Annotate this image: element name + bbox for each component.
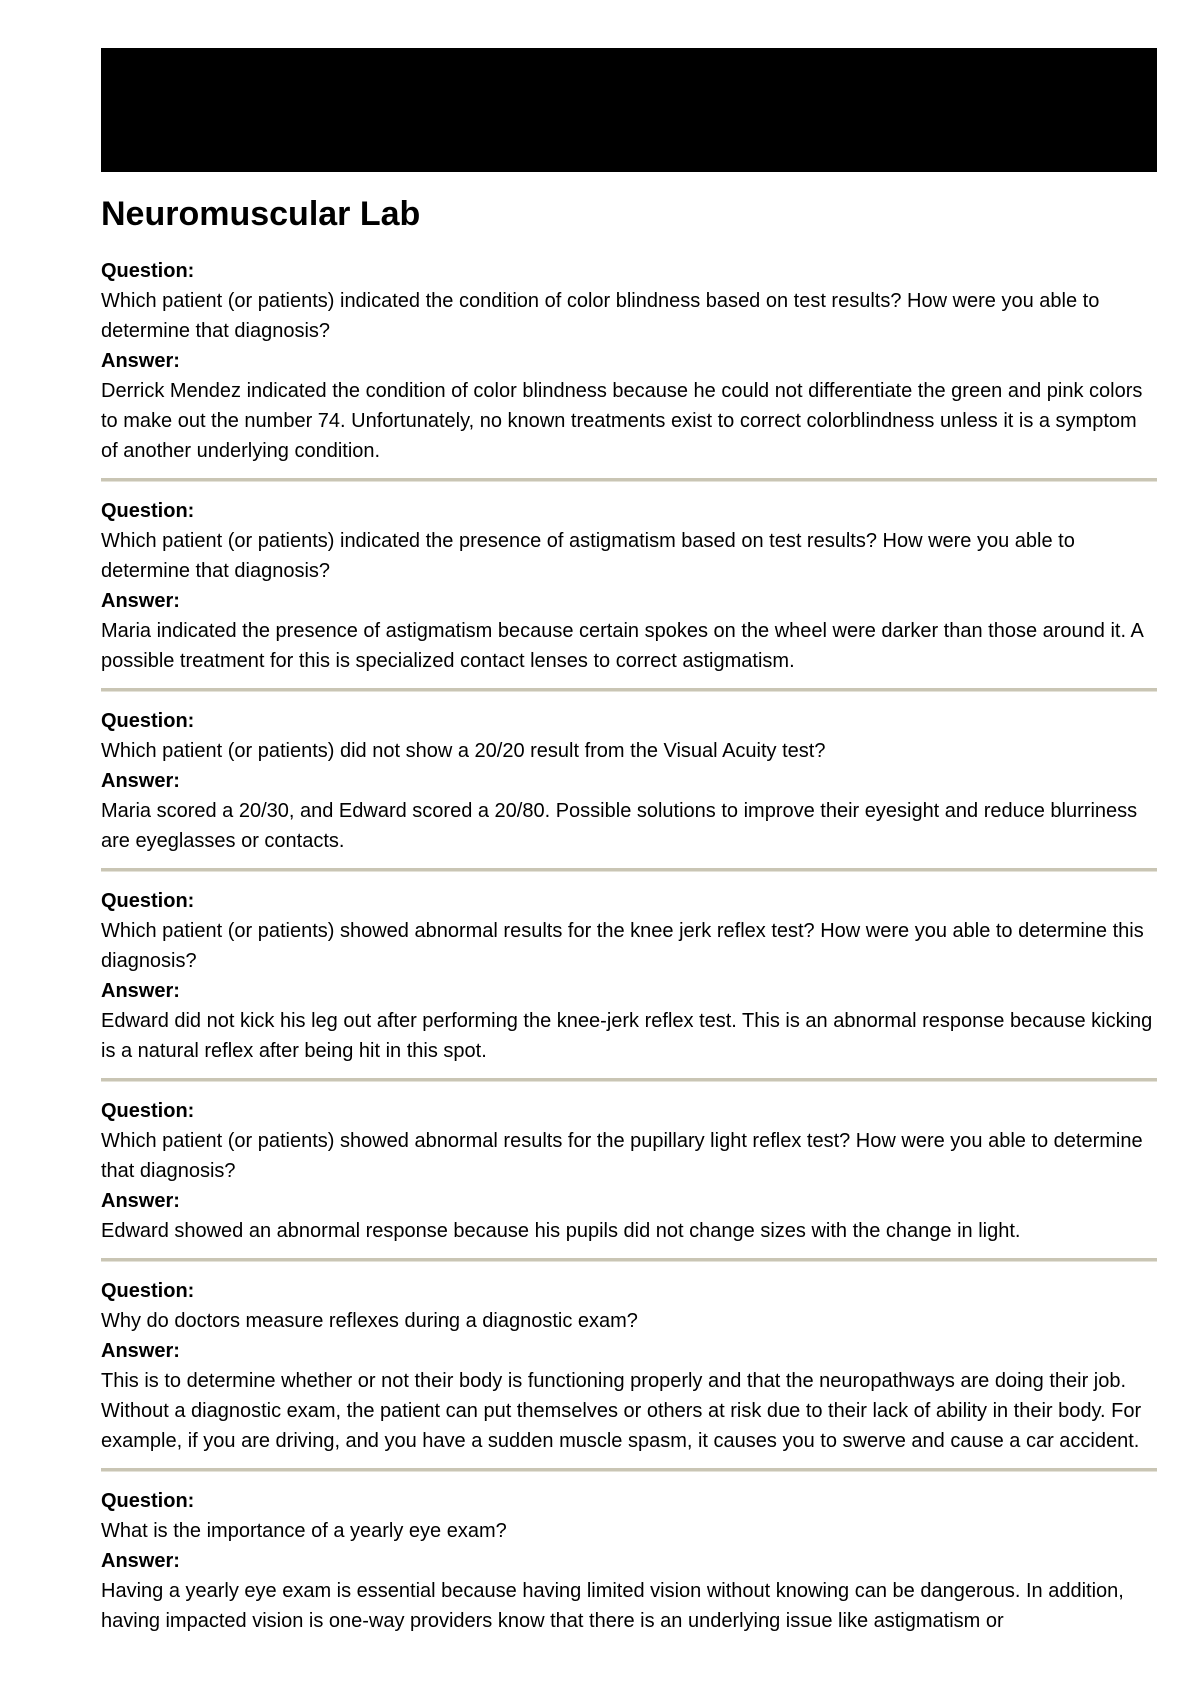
document-page [101,48,1157,1636]
question-text: Which patient (or patients) showed abnormal results for the pupillary light reflex test? How were you able to determine that diagnosis? [101,1130,1143,1182]
question-text: Why do doctors measure reflexes during a diagnostic exam? [101,1310,638,1332]
question-label: Question: [101,710,195,732]
section-divider [101,1078,1157,1082]
section-divider [101,478,1157,482]
qa-item [101,1096,1157,1262]
qa-item [101,496,1157,692]
question-text: Which patient (or patients) indicated the condition of color blindness based on test results? How were you able to determine that diagnosis? [101,290,1100,342]
answer-text: This is to determine whether or not their body is functioning properly and that the neuropathways are doing their job. Without a diagnostic exam, the patient can put themselves or others at risk due to their lack of ability in their body. For example, if you are driving, and you have a sudden muscle spasm, it causes you to swerve and cause a car accident. [101,1370,1142,1452]
answer-label: Answer: [101,1190,180,1212]
question-label: Question: [101,260,195,282]
answer-label: Answer: [101,590,180,612]
question-label: Question: [101,1280,195,1302]
answer-text: Edward showed an abnormal response because his pupils did not change sizes with the change in light. [101,1220,1021,1242]
qa-item [101,886,1157,1082]
answer-label: Answer: [101,350,180,372]
qa-item [101,706,1157,872]
answer-label: Answer: [101,980,180,1002]
answer-text: Maria scored a 20/30, and Edward scored a 20/80. Possible solutions to improve their eyesight and reduce blurriness are eyeglasses or contacts. [101,800,1138,852]
question-text: Which patient (or patients) indicated the presence of astigmatism based on test results? How were you able to determine that diagnosis? [101,530,1075,582]
question-label: Question: [101,1100,195,1122]
qa-item [101,1276,1157,1472]
answer-text: Having a yearly eye exam is essential because having limited vision without knowing can be dangerous. In addition, having impacted vision is one-way providers know that there is an underlying issue like astigmatism or [101,1580,1124,1632]
answer-label: Answer: [101,770,180,792]
question-text: Which patient (or patients) showed abnormal results for the knee jerk reflex test? How were you able to determine this diagnosis? [101,920,1144,972]
section-divider [101,868,1157,872]
section-divider [101,688,1157,692]
answer-label: Answer: [101,1550,180,1572]
answer-text: Derrick Mendez indicated the condition of color blindness because he could not differentiate the green and pink colors to make out the number 74. Unfortunately, no known treatments exist to correct colorblindness unless it is a symptom of another underlying condition. [101,380,1143,462]
section-divider [101,1258,1157,1262]
question-label: Question: [101,500,195,522]
qa-item [101,1486,1157,1636]
question-text: Which patient (or patients) did not show a 20/20 result from the Visual Acuity test? [101,740,826,762]
section-divider [101,1468,1157,1472]
question-text: What is the importance of a yearly eye exam? [101,1520,507,1542]
answer-label: Answer: [101,1340,180,1362]
question-label: Question: [101,1490,195,1512]
page-title: Neuromuscular Lab [101,195,421,233]
redacted-header-bar [101,48,1157,172]
answer-text: Edward did not kick his leg out after performing the knee-jerk reflex test. This is an abnormal response because kicking is a natural reflex after being hit in this spot. [101,1010,1153,1062]
question-label: Question: [101,890,195,912]
qa-item [101,256,1157,482]
answer-text: Maria indicated the presence of astigmatism because certain spokes on the wheel were darker than those around it. A possible treatment for this is specialized contact lenses to correct astigmatism. [101,620,1143,672]
